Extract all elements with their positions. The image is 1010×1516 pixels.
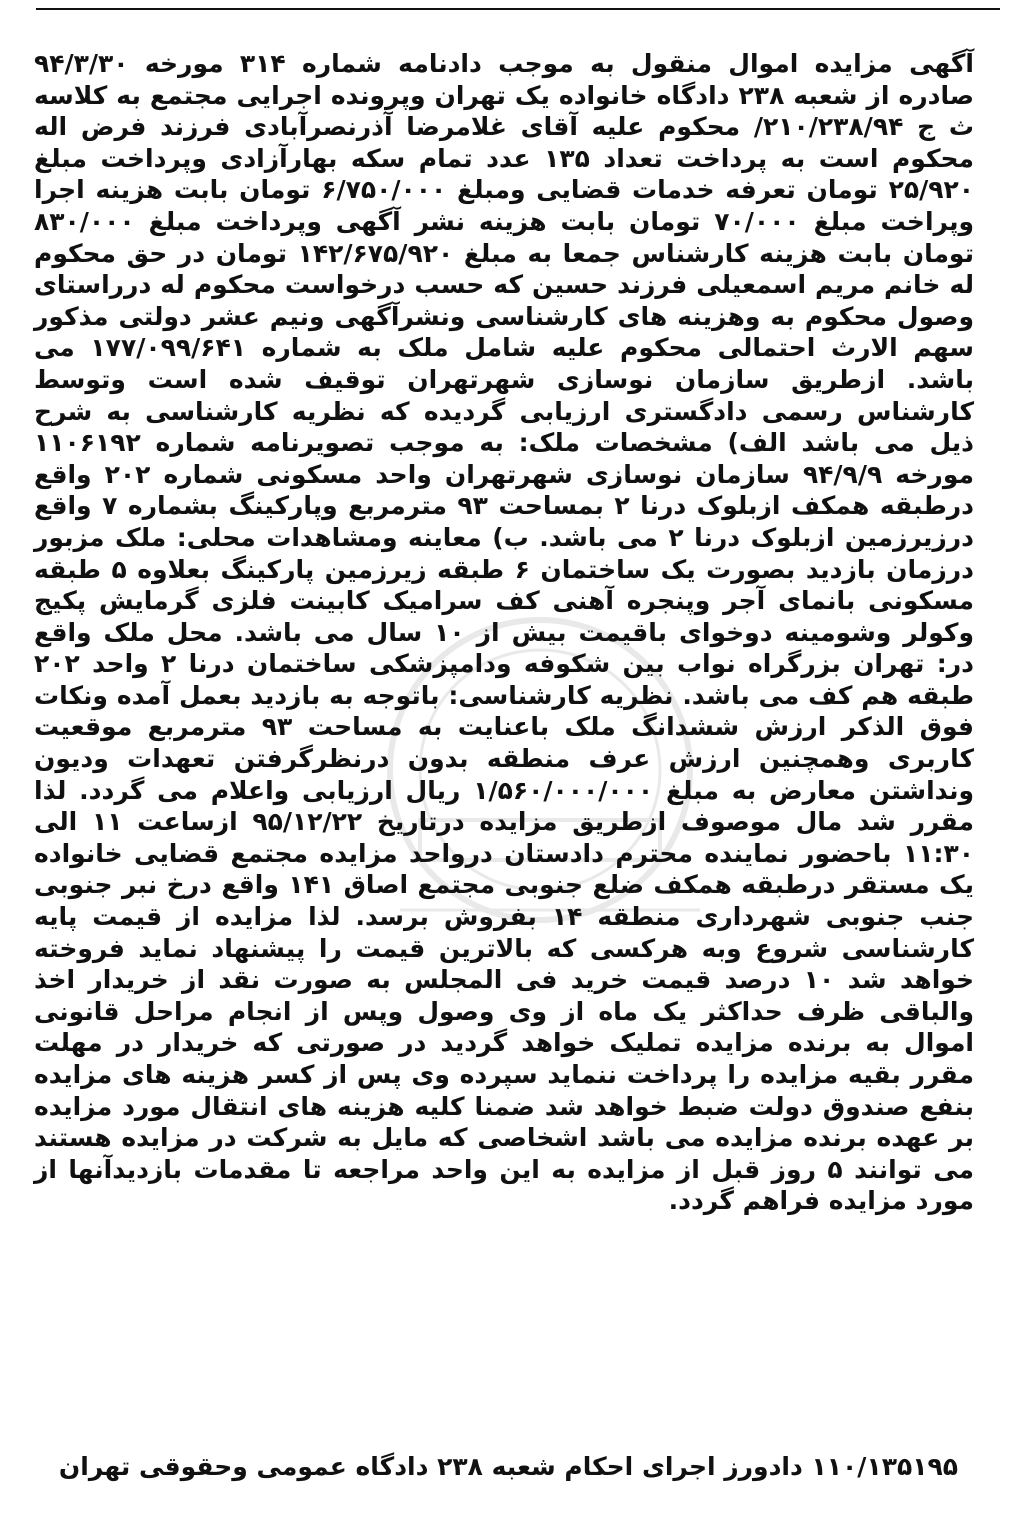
notice-body: آگهی مزایده اموال منقول به موجب دادنامه شماره ۳۱۴ مورخه ۹۴/۳/۳۰ صادره از شعبه ۲۳۸ دادگاه خانواده یک تهران وپرونده اجرایی مجتمع به کلاسه ث ج ۲۱۰/۲۳۸/۹۴/ محکوم علیه آقای غلامرضا آذرنصرآبادی فرزند فرض اله محکوم است به پرداخت تعداد ۱۳۵ عدد تمام سکه بهارآزادی وپرداخت مبلغ ۲۵/۹۲۰ تومان تعرفه خدمات قضایی ومبلغ ۶/۷۵۰/۰۰۰ تومان بابت هزینه اجرا وپراخت مبلغ ۷۰/۰۰۰ تومان بابت هزینه نشر آگهی وپرداخت مبلغ ۸۳۰/۰۰۰ تومان بابت هزینه کارشناس جمعا به مبلغ ۱۴۲/۶۷۵/۹۲۰ تومان در حق محکوم له خانم مریم اسمعیلی فرزند حسین که حسب درخواست محکوم له درراستای وصول محکوم به وهزینه های کارشناسی ونشرآگهی ونیم عشر دولتی مذکور سهم الارث احتمالی محکوم علیه شامل ملک به شماره ۱۷۷/۰۹۹/۶۴۱ می باشد. ازطریق سازمان نوسازی شهرتهران توقیف شده است وتوسط کارشناس رسمی دادگستری ارزیابی گردیده که نظریه کارشناسی به شرح ذیل می باشد الف) مشخصات ملک: به موجب تصویرنامه شماره ۱۱۰۶۱۹۲ مورخه ۹۴/۹/۹ سازمان نوسازی شهرتهران واحد مسکونی شماره ۲۰۲ واقع درطبقه همکف ازبلوک درنا ۲ بمساحت ۹۳ مترمربع وپارکینگ بشماره ۷ واقع درزیرزمین ازبلوک درنا ۲ می باشد. ب) معاینه ومشاهدات محلی: ملک مزبور درزمان بازدید بصورت یک ساختمان ۶ طبقه زیرزمین پارکینگ بعلاوه ۵ طبقه مسکونی بانمای آجر وپنجره آهنی کف سرامیک کابینت فلزی گرمایش پکیج وکولر وشومینه دوخوای باقیمت بیش از ۱۰ سال می باشد. محل ملک واقع در: تهران بزرگراه نواب بین شکوفه ودامپزشکی ساختمان درنا ۲ واحد ۲۰۲ طبقه هم کف می باشد. نظریه کارشناسی: باتوجه به بازدید بعمل آمده ونکات فوق الذکر ارزش ششدانگ ملک باعنایت به مساحت ۹۳ مترمربع موقعیت کاربری وهمچنین ارزش عرف منطقه بدون درنظرگرفتن تعهدات ودیون ونداشتن معارض به مبلغ ۱/۵۶۰/۰۰۰/۰۰۰ ریال ارزیابی واعلام می گردد. لذا مقرر شد مال موصوف ازطریق مزایده درتاریخ ۹۵/۱۲/۲۲ ازساعت ۱۱ الی ۱۱:۳۰ باحضور نماینده محترم دادستان درواحد مزایده مجتمع قضایی خانواده یک مستقر درطبقه همکف ضلع جنوبی مجتمع اصاق ۱۴۱ واقع درخ نبر جنوبی جنب جنوبی شهرداری منطقه ۱۴ بفروش برسد. لذا مزایده از قیمت پایه کارشناسی شروع وبه هرکسی که بالاترین قیمت را پیشنهاد نماید فروخته خواهد شد ۱۰ درصد قیمت خرید فی المجلس به صورت نقد از خریدار اخذ والباقی ظرف حداکثر یک ماه از وی وصول وپس از انجام مراحل قانونی اموال به برنده مزایده تملیک خواهد گردید در صورتی که خریدار در مهلت مقرر بقیه مزایده را پرداخت ننماید سپرده وی پس از کسر هزینه های مزایده بنفع صندوق دولت ضبط خواهد شد ضمنا کلیه هزینه های انتقال مورد مزایده بر عهده برنده مزایده می باشد اشخاصی که مایل به شرکت در مزایده هستند می توانند ۵ روز قبل از مزایده به این واحد مراجعه تا مقدمات بازدیدآنها از مورد مزایده فراهم گردد.	[34, 49, 975, 1216]
top-divider	[36, 8, 1000, 10]
notice-footer: ۱۱۰/۱۳۵۱۹۵ دادورز اجرای احکام شعبه ۲۳۸ دادگاه عمومی وحقوقی تهران	[58, 1452, 958, 1481]
